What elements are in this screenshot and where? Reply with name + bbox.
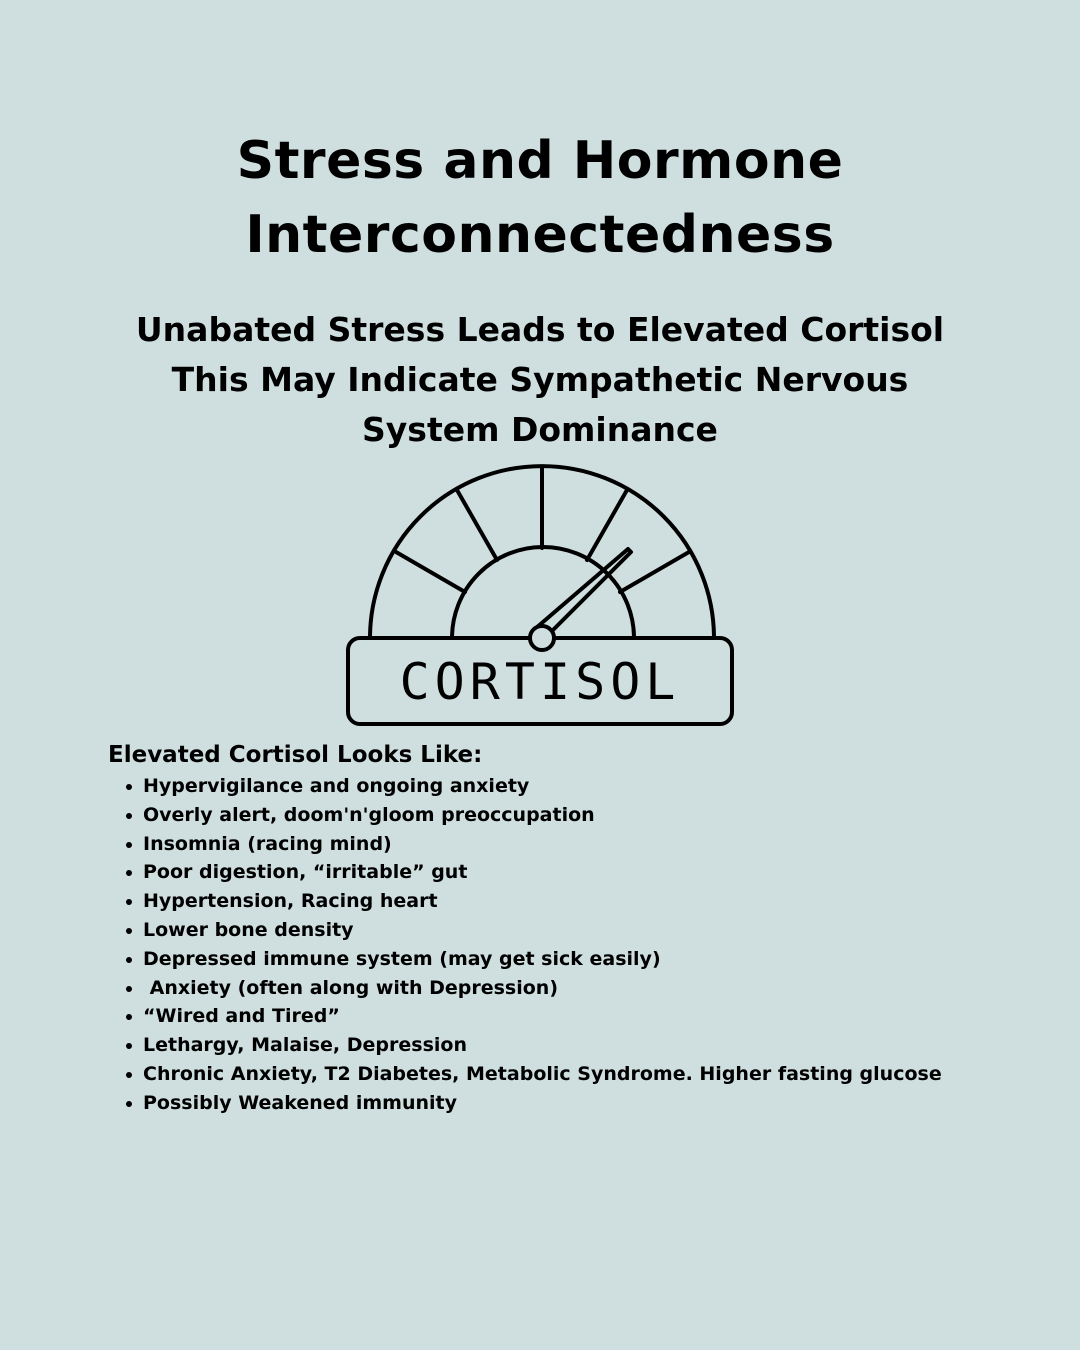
subtitle-line-1: Unabated Stress Leads to Elevated Cortisol — [135, 310, 945, 349]
list-item: Overly alert, doom'n'gloom preoccupation — [108, 801, 972, 830]
list-item: Poor digestion, “irritable” gut — [108, 858, 972, 887]
title-line-2: Interconnectedness — [245, 205, 835, 265]
page-title — [0, 124, 1080, 272]
gauge-divider — [396, 552, 465, 592]
subtitle-line-3: System Dominance — [362, 410, 718, 449]
list-item: Depressed immune system (may get sick easily) — [108, 945, 972, 974]
symptoms-section — [108, 740, 972, 1118]
list-item: Hypervigilance and ongoing anxiety — [108, 772, 972, 801]
gauge-needle — [536, 549, 631, 631]
page-subtitle — [0, 305, 1080, 455]
gauge-divider — [457, 490, 497, 560]
gauge-label: CORTISOL — [399, 653, 681, 711]
list-item: Lethargy, Malaise, Depression — [108, 1031, 972, 1060]
gauge-divider — [587, 490, 627, 560]
list-item: Anxiety (often along with Depression) — [108, 974, 972, 1003]
subtitle-line-2: This May Indicate Sympathetic Nervous — [171, 360, 909, 399]
gauge-needle-hub — [530, 626, 554, 650]
symptoms-list — [108, 772, 972, 1118]
list-item: “Wired and Tired” — [108, 1002, 972, 1031]
list-item: Insomnia (racing mind) — [108, 830, 972, 859]
title-line-1: Stress and Hormone — [236, 131, 844, 191]
cortisol-gauge-icon — [344, 462, 736, 728]
list-item: Lower bone density — [108, 916, 972, 945]
symptoms-heading: Elevated Cortisol Looks Like: — [108, 742, 483, 768]
list-item: Chronic Anxiety, T2 Diabetes, Metabolic Syndrome. Higher fasting glucose — [108, 1060, 972, 1089]
gauge-divider — [620, 552, 689, 592]
list-item: Possibly Weakened immunity — [108, 1089, 972, 1118]
list-item: Hypertension, Racing heart — [108, 887, 972, 916]
